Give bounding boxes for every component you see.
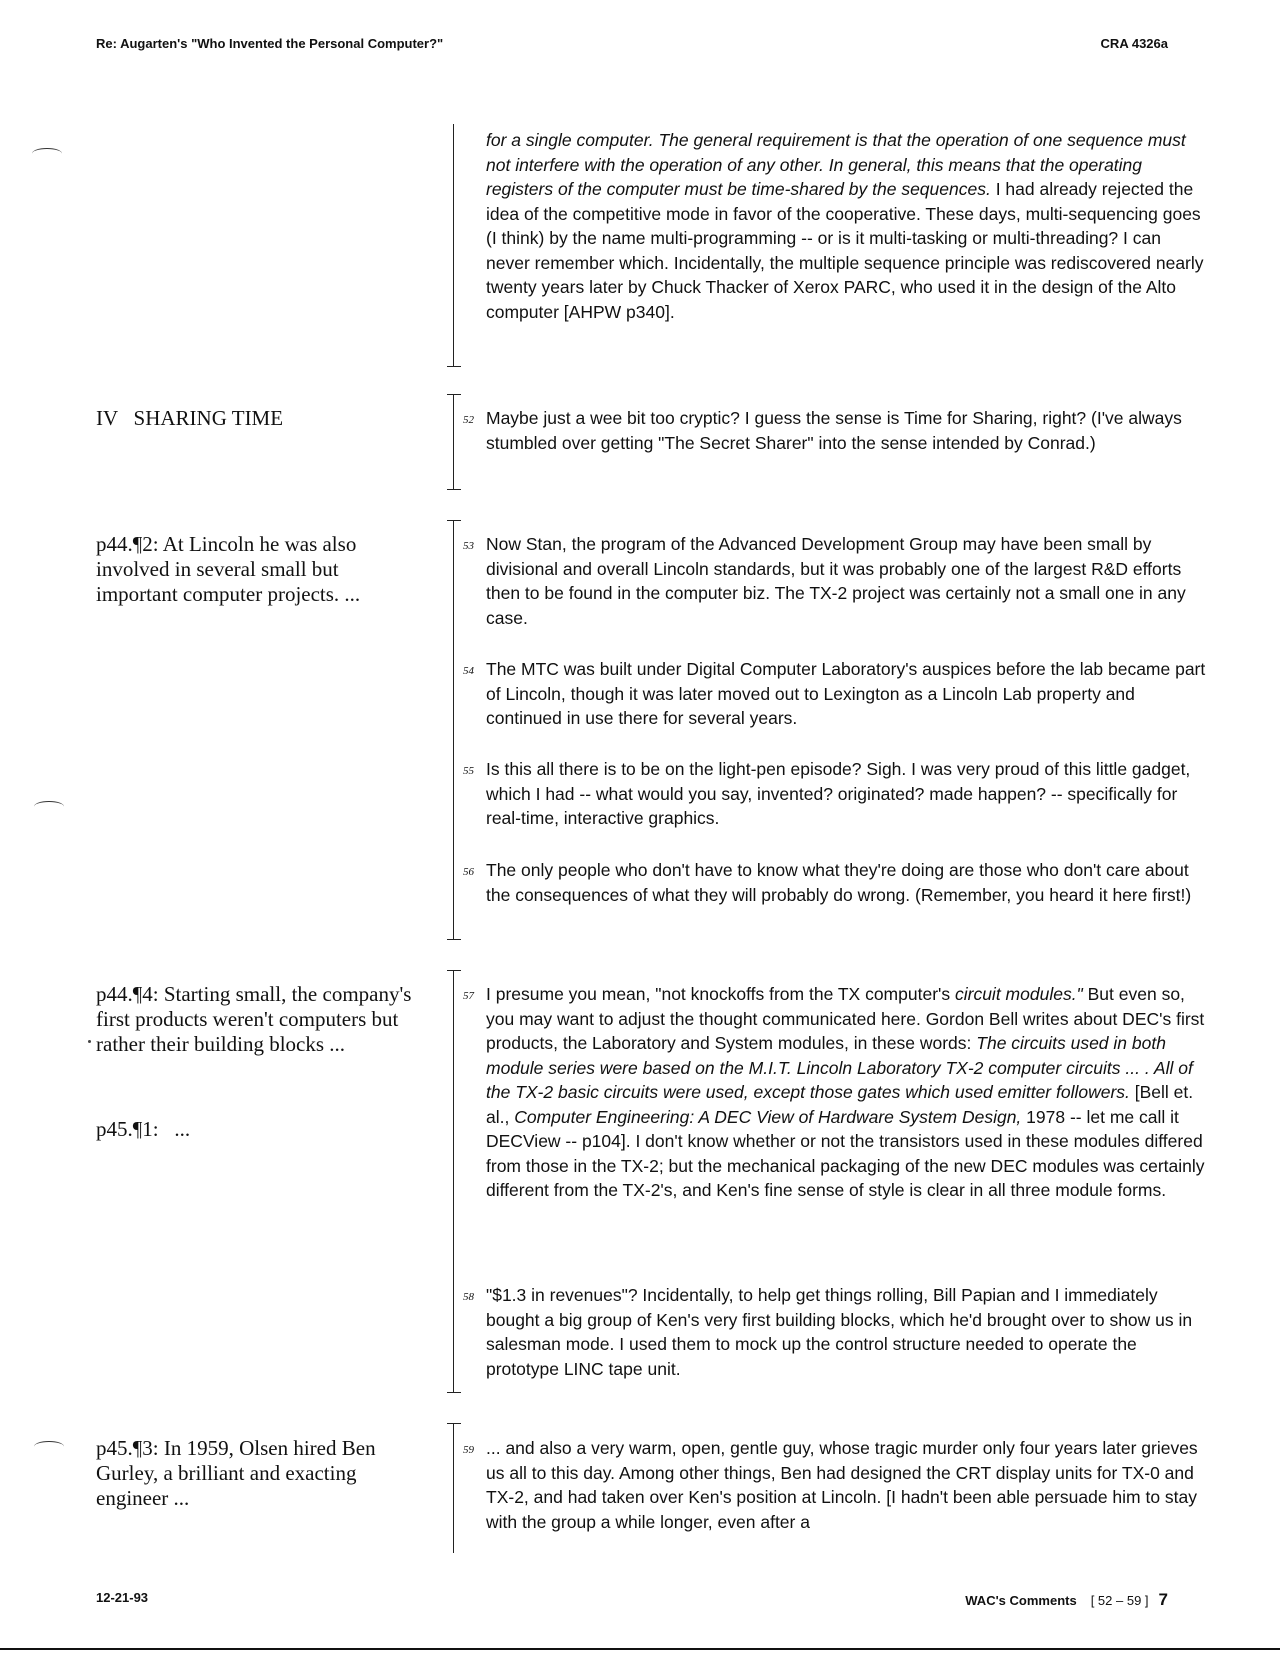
footer-range: [ 52 – 59 ] xyxy=(1090,1593,1149,1608)
quote-p44-4: p44.¶4: Starting small, the company's first products weren't computers but rather their building blocks ... xyxy=(96,982,412,1056)
comment-57-text: I presume you mean, "not knockoffs from the TX computer's xyxy=(486,984,955,1004)
comment-59: ... and also a very warm, open, gentle guy, whose tragic murder only four years later grieves us all to this day. Among other things, Ben had designed the CRT display units for TX-0 and TX-2, and had taken over Ken's position at Lincoln. [I hadn't been able persuade him to stay with the group a while longer, even after a xyxy=(486,1438,1198,1532)
footer-date: 12-21-93 xyxy=(96,1590,149,1605)
comment-number: 57 xyxy=(463,990,474,1002)
comment-number: 59 xyxy=(463,1444,474,1456)
footer-title: WAC's Comments xyxy=(965,1593,1077,1608)
intro-text: I had already rejected the idea of the competitive mode in favor of the cooperative. These days, multi-sequencing goes (I think) by the name multi-programming -- or is it multi-tasking or multi-threading? I can never remember which. Incidentally, the multiple sequence principle was rediscovered nearly twenty years later by Chuck Thacker of Xerox PARC, who used it in the design of the Alto computer [AHPW p340]. xyxy=(486,179,1204,322)
bracket-59 xyxy=(447,1423,461,1553)
page-number: 7 xyxy=(1158,1590,1168,1609)
quote-p44-2: p44.¶2: At Lincoln he was also involved in several small but important computer projects. ... xyxy=(96,532,361,606)
comment-number: 55 xyxy=(463,765,474,777)
comment-52: Maybe just a wee bit too cryptic? I guess the sense is Time for Sharing, right? (I've always stumbled over getting "The Secret Sharer" into the sense intended by Conrad.) xyxy=(486,408,1182,453)
margin-mark xyxy=(34,1441,64,1452)
comment-55: Is this all there is to be on the light-pen episode? Sigh. I was very proud of this little gadget, which I had -- what would you say, invented? originated? made happen? -- specifically for real-time, interactive graphics. xyxy=(486,759,1191,828)
comment-number: 58 xyxy=(463,1291,474,1303)
footer-info xyxy=(965,1590,1168,1610)
comment-57-text: [Bell et. al., xyxy=(486,1082,1194,1127)
comment-57-quote: The circuits used in both module series were based on the M.I.T. Lincoln Laboratory TX-2 computer circuits ... . All of the TX-2 basic circuits were used, except those gates which used emitter followers. xyxy=(486,1033,1193,1102)
comment-57-text: But even so, you may want to adjust the thought communicated here. Gordon Bell writes about DEC's first products, the Laboratory and System modules, in these words: xyxy=(486,984,1205,1053)
comment-number: 53 xyxy=(463,540,474,552)
section-heading: IV SHARING TIME xyxy=(96,406,284,430)
quote-p45-1: p45.¶1: ... xyxy=(96,1117,191,1141)
paragraph-intro xyxy=(486,128,1206,324)
comment-number: 52 xyxy=(463,414,474,426)
margin-dot xyxy=(88,1040,91,1043)
comment-57-book-title: Computer Engineering: A DEC View of Hardware System Design, xyxy=(514,1106,1022,1127)
comment-53: Now Stan, the program of the Advanced Development Group may have been small by divisional and overall Lincoln standards, but it was probably one of the largest R&D efforts then to be found in the computer biz. The TX-2 project was certainly not a small one in any case. xyxy=(486,534,1186,628)
margin-mark xyxy=(32,148,62,159)
comment-57-text: 1978 -- let me call it DECView -- p104]. I don't know whether or not the transistors used in these modules differed from those in the TX-2; but the mechanical packaging of the new DEC modules was certainly different from the TX-2's, and Ken's fine sense of style is clear in all three module forms. xyxy=(486,1106,1205,1200)
header-title: Re: Augarten's "Who Invented the Personal Computer?" xyxy=(96,36,444,51)
bottom-rule xyxy=(0,1648,1280,1650)
comment-57-italic: circuit modules." xyxy=(954,984,1083,1004)
comment-number: 54 xyxy=(463,665,474,677)
bracket-intro xyxy=(447,124,461,367)
comment-number: 56 xyxy=(463,866,474,878)
margin-mark xyxy=(34,801,64,812)
bracket-52 xyxy=(447,394,461,490)
comment-54: The MTC was built under Digital Computer Laboratory's auspices before the lab became part of Lincoln, though it was later moved out to Lexington as a Lincoln Lab property and continued in use there for several years. xyxy=(486,659,1206,728)
bracket-57-58 xyxy=(447,970,461,1393)
comment-56: The only people who don't have to know what they're doing are those who don't care about the consequences of what they will probably do wrong. (Remember, you heard it here first!) xyxy=(486,860,1192,905)
intro-italic: for a single computer. The general requirement is that the operation of one sequence must not interfere with the operation of any other. In general, this means that the operating registers of the computer must be time-shared by the sequences. xyxy=(486,130,1186,199)
header-doc-id: CRA 4326a xyxy=(1100,36,1168,51)
quote-p45-3: p45.¶3: In 1959, Olsen hired Ben Gurley, a brilliant and exacting engineer ... xyxy=(96,1436,376,1510)
comment-57 xyxy=(486,982,1206,1203)
bracket-53-56 xyxy=(447,520,461,940)
comment-58: "$1.3 in revenues"? Incidentally, to help get things rolling, Bill Papian and I immediately bought a big group of Ken's very first building blocks, which he'd brought over to show us in salesman mode. I used them to mock up the control structure needed to operate the prototype LINC tape unit. xyxy=(486,1285,1193,1379)
